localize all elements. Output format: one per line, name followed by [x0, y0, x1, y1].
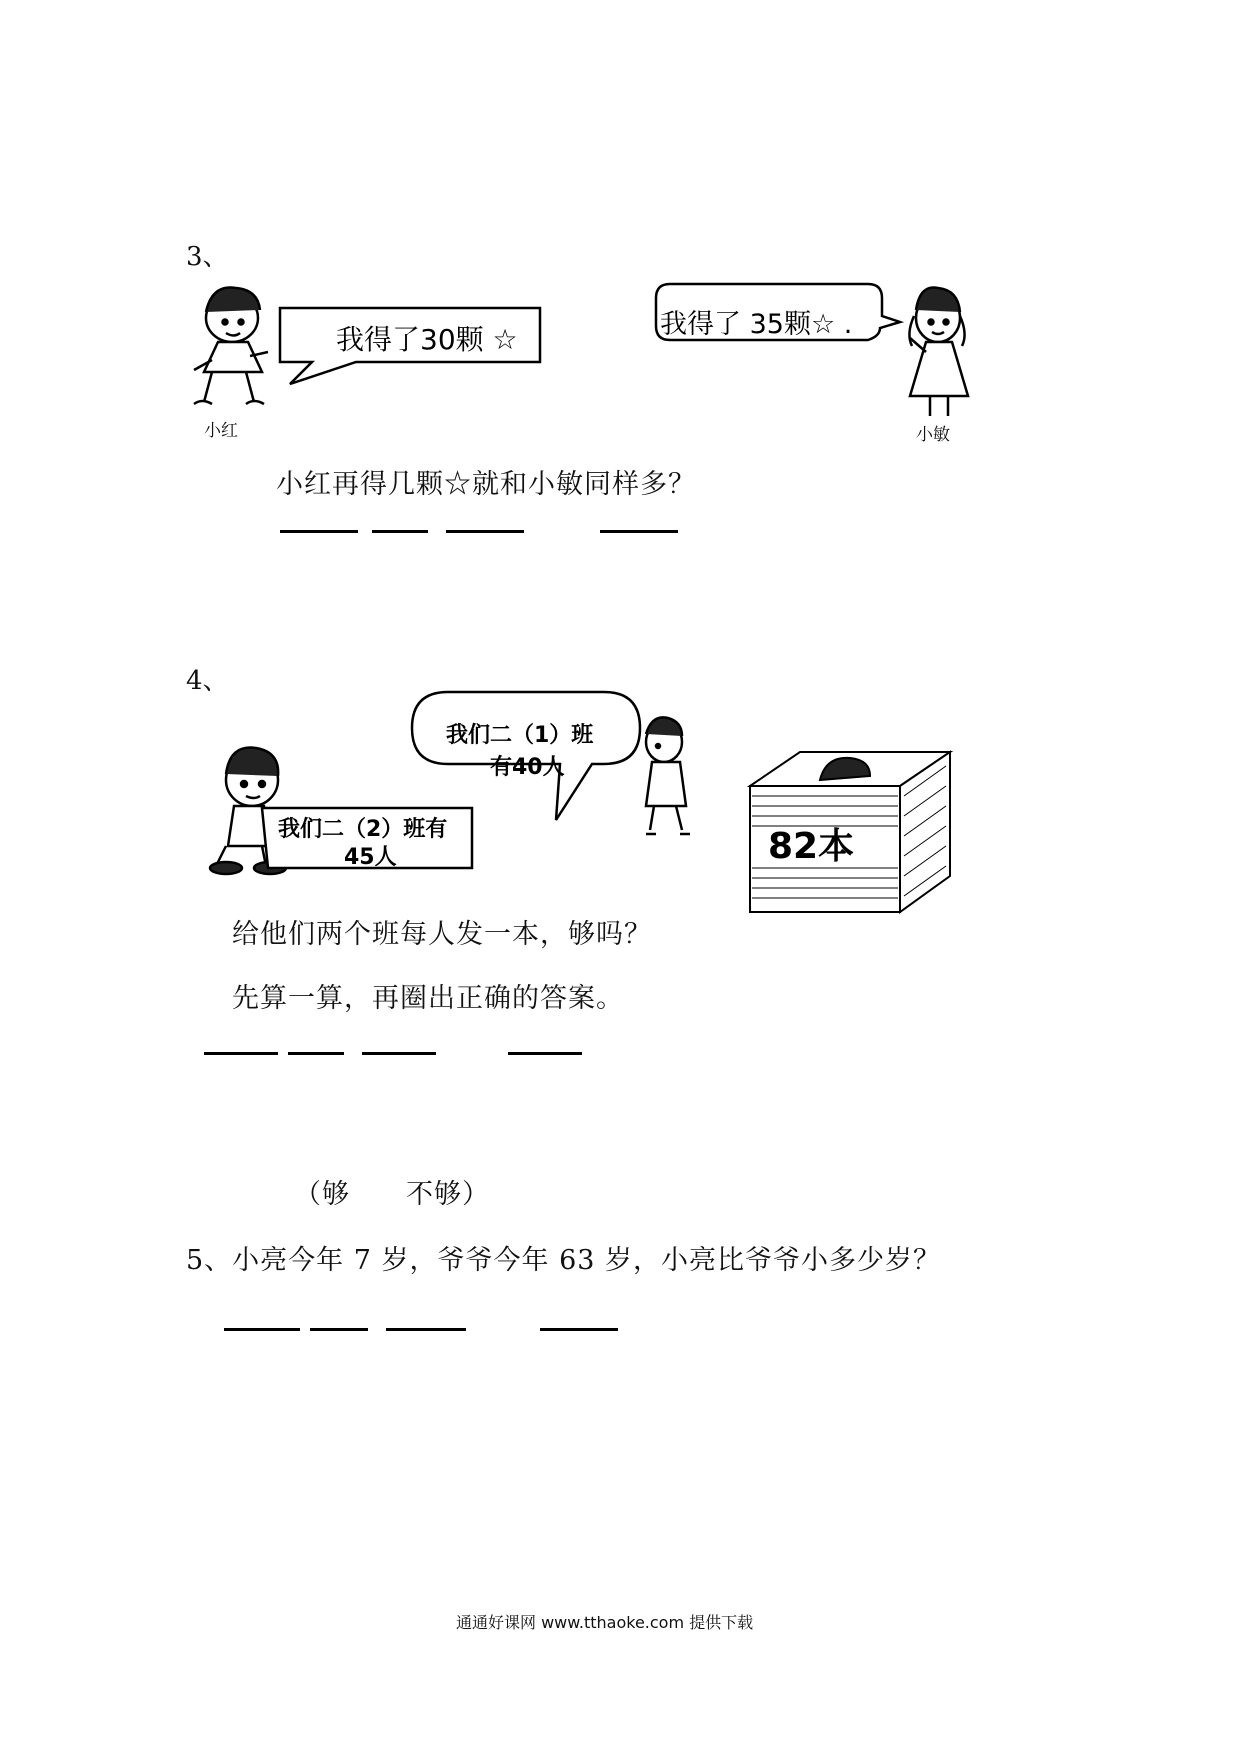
answer-blank[interactable] [280, 530, 358, 533]
xiaohong-speech-text: 我得了30颗 ☆ [336, 323, 518, 356]
answer-blank[interactable] [446, 530, 524, 533]
q4-choices[interactable]: （够 不够） [294, 1179, 490, 1210]
answer-blank[interactable] [600, 530, 678, 533]
xiaohong-figure [194, 288, 268, 405]
answer-blank[interactable] [204, 1052, 278, 1055]
answer-blank[interactable] [362, 1052, 436, 1055]
answer-blank[interactable] [508, 1052, 582, 1055]
q4-question-2: 先算一算，再圈出正确的答案。 [232, 983, 624, 1014]
xiaomin-speech-text: 我得了 35颗☆ . [660, 309, 853, 340]
boy-class1-figure [646, 717, 690, 834]
page-footer: 通通好课网 www.tthaoke.com 提供下载 [456, 1613, 754, 1632]
answer-blank[interactable] [224, 1328, 300, 1331]
q3-question: 小红再得几颗☆就和小敏同样多？ [276, 469, 696, 500]
xiaohong-name: 小红 [204, 421, 238, 441]
book-stack-label: 82本 [768, 826, 855, 867]
class1-speech-line2: 有40人 [490, 755, 565, 780]
answer-blank[interactable] [540, 1328, 618, 1331]
q4-question-1: 给他们两个班每人发一本，够吗？ [232, 919, 652, 950]
q5-question: 5、小亮今年 7 岁，爷爷今年 63 岁，小亮比爷爷小多少岁？ [186, 1245, 942, 1276]
class2-speech-line2: 45人 [344, 845, 397, 870]
q4-number: 4、 [186, 666, 229, 696]
answer-blank[interactable] [386, 1328, 466, 1331]
xiaomin-figure [909, 287, 968, 416]
answer-blank[interactable] [310, 1328, 368, 1331]
xiaomin-name: 小敏 [916, 425, 950, 445]
answer-blank[interactable] [288, 1052, 344, 1055]
answer-blank[interactable] [372, 530, 428, 533]
class1-speech-line1: 我们二（1）班 [446, 723, 594, 748]
class2-speech-line1: 我们二（2）班有 [278, 817, 448, 842]
q3-number: 3、 [186, 242, 229, 272]
